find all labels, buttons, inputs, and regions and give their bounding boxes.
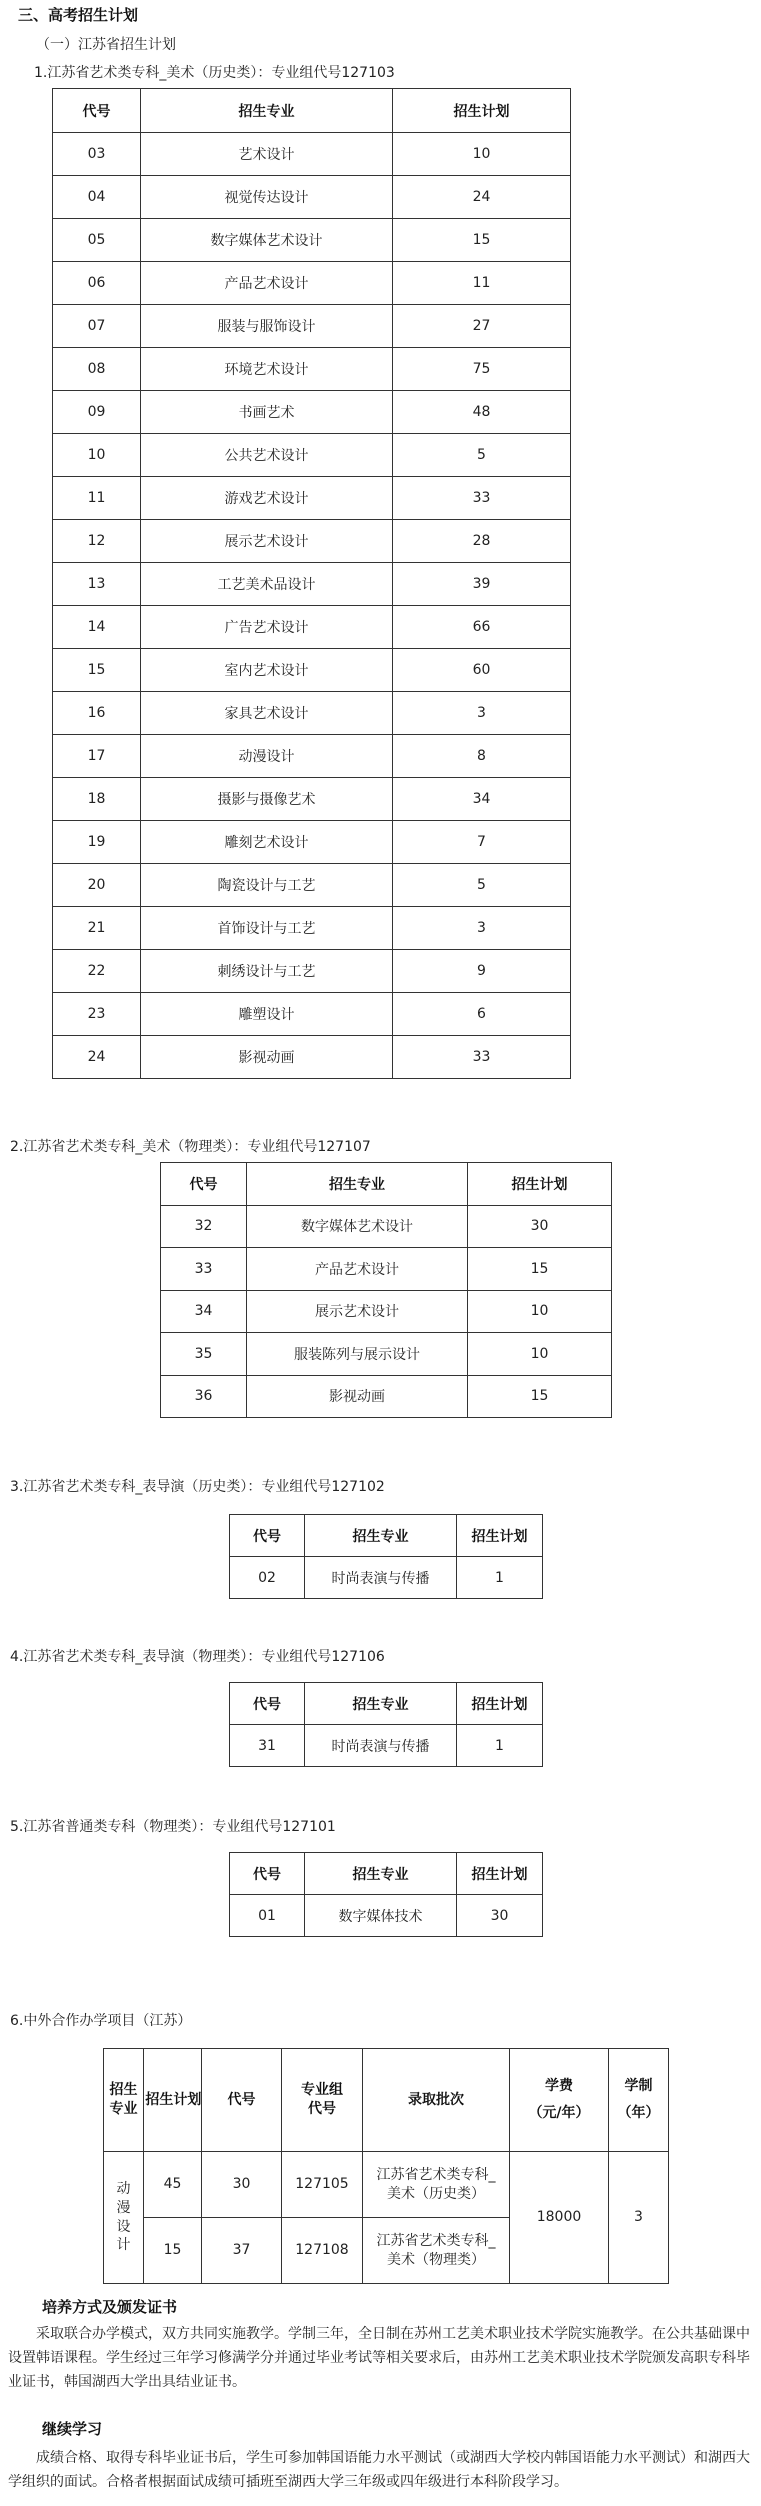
table-row xyxy=(161,1290,612,1333)
cell-code: 23 xyxy=(53,993,141,1036)
cell-major: 数字媒体艺术设计 xyxy=(247,1205,468,1248)
table-row xyxy=(104,2152,669,2218)
cell-major: 刺绣设计与工艺 xyxy=(141,950,393,993)
cell-plan: 7 xyxy=(393,821,571,864)
cell-major: 展示艺术设计 xyxy=(247,1290,468,1333)
cell-major: 时尚表演与传播 xyxy=(305,1725,457,1767)
header-plan: 招生计划 xyxy=(468,1163,612,1206)
cell-plan: 34 xyxy=(393,778,571,821)
header-major: 招生专业 xyxy=(104,2049,144,2152)
cell-code: 02 xyxy=(230,1557,305,1599)
table-row xyxy=(53,778,571,821)
group6-table xyxy=(103,2048,669,2284)
cell-batch: 江苏省艺术类专科_ 美术（物理类） xyxy=(363,2218,510,2284)
cell-code: 14 xyxy=(53,606,141,649)
cell-code: 12 xyxy=(53,520,141,563)
cell-code: 08 xyxy=(53,348,141,391)
header-group-code: 专业组代号 xyxy=(282,2049,363,2152)
cell-major: 影视动画 xyxy=(247,1375,468,1418)
table-header-row xyxy=(230,1683,543,1725)
table-header-row xyxy=(230,1853,543,1895)
table-row xyxy=(161,1333,612,1376)
header-code: 代号 xyxy=(230,1853,305,1895)
header-years-line1: 学制 xyxy=(624,2078,653,2095)
cell-plan: 11 xyxy=(393,262,571,305)
cell-plan: 5 xyxy=(393,864,571,907)
group5-caption: 5.江苏省普通类专科（物理类）：专业组代号127101 xyxy=(10,1819,336,1835)
header-years-line2: （年） xyxy=(617,2105,660,2121)
cell-plan: 3 xyxy=(393,907,571,950)
cell-batch: 江苏省艺术类专科_ 美术（历史类） xyxy=(363,2152,510,2218)
cell-group-code: 127105 xyxy=(282,2152,363,2218)
cell-major: 服装与服饰设计 xyxy=(141,305,393,348)
table-row xyxy=(53,907,571,950)
header-plan: 招生计划 xyxy=(457,1853,543,1895)
table-row xyxy=(230,1725,543,1767)
cell-major: 游戏艺术设计 xyxy=(141,477,393,520)
cell-code: 18 xyxy=(53,778,141,821)
cell-code: 31 xyxy=(230,1725,305,1767)
further-title: 继续学习 xyxy=(42,2420,103,2438)
table-row xyxy=(53,864,571,907)
cell-code: 06 xyxy=(53,262,141,305)
cell-code: 15 xyxy=(53,649,141,692)
cell-plan: 27 xyxy=(393,305,571,348)
header-plan: 招生计划 xyxy=(457,1515,543,1557)
cell-code: 36 xyxy=(161,1375,247,1418)
cell-plan: 10 xyxy=(393,133,571,176)
cell-fee: 18000 xyxy=(510,2152,609,2284)
table-row xyxy=(53,176,571,219)
group5-table xyxy=(229,1852,543,1937)
table-row xyxy=(53,606,571,649)
header-code: 代号 xyxy=(161,1163,247,1206)
cell-plan: 15 xyxy=(468,1248,612,1291)
table-row xyxy=(53,821,571,864)
cell-plan: 28 xyxy=(393,520,571,563)
cell-plan: 60 xyxy=(393,649,571,692)
table-row xyxy=(53,1036,571,1079)
group2-caption: 2.江苏省艺术类专科_美术（物理类）：专业组代号127107 xyxy=(10,1139,371,1155)
table-row xyxy=(53,434,571,477)
cell-code: 30 xyxy=(202,2152,282,2218)
header-code: 代号 xyxy=(53,89,141,133)
cell-plan: 24 xyxy=(393,176,571,219)
cell-plan: 30 xyxy=(457,1895,543,1937)
header-major: 招生专业 xyxy=(247,1163,468,1206)
cell-plan: 66 xyxy=(393,606,571,649)
cell-major: 动漫设计 xyxy=(141,735,393,778)
cell-code: 07 xyxy=(53,305,141,348)
group3-table xyxy=(229,1514,543,1599)
cell-major: 时尚表演与传播 xyxy=(305,1557,457,1599)
group1-table xyxy=(52,88,571,1079)
cell-major: 艺术设计 xyxy=(141,133,393,176)
cell-major: 首饰设计与工艺 xyxy=(141,907,393,950)
subsection-heading: （一）江苏省招生计划 xyxy=(36,37,176,53)
table-row xyxy=(53,133,571,176)
table-row xyxy=(53,563,571,606)
table-row xyxy=(230,1895,543,1937)
cell-major: 数字媒体艺术设计 xyxy=(141,219,393,262)
header-fee xyxy=(510,2049,609,2152)
cell-plan: 10 xyxy=(468,1333,612,1376)
table-row xyxy=(53,950,571,993)
table-row xyxy=(53,262,571,305)
cell-plan: 75 xyxy=(393,348,571,391)
cell-code: 03 xyxy=(53,133,141,176)
header-fee-line1: 学费 xyxy=(545,2078,573,2095)
group4-caption: 4.江苏省艺术类专科_表导演（物理类）：专业组代号127106 xyxy=(10,1649,385,1665)
cell-code: 16 xyxy=(53,692,141,735)
header-plan: 招生计划 xyxy=(457,1683,543,1725)
cell-major: 视觉传达设计 xyxy=(141,176,393,219)
group4-table xyxy=(229,1682,543,1767)
training-title: 培养方式及颁发证书 xyxy=(42,2298,178,2316)
cell-plan: 8 xyxy=(393,735,571,778)
cell-plan: 33 xyxy=(393,477,571,520)
cell-plan: 10 xyxy=(468,1290,612,1333)
cell-plan: 1 xyxy=(457,1557,543,1599)
cell-plan: 15 xyxy=(468,1375,612,1418)
table-row xyxy=(53,477,571,520)
cell-code: 17 xyxy=(53,735,141,778)
cell-plan: 30 xyxy=(468,1205,612,1248)
cell-major: 书画艺术 xyxy=(141,391,393,434)
table-row xyxy=(53,993,571,1036)
cell-code: 11 xyxy=(53,477,141,520)
cell-code: 19 xyxy=(53,821,141,864)
header-years xyxy=(609,2049,669,2152)
cell-years: 3 xyxy=(609,2152,669,2284)
cell-code: 21 xyxy=(53,907,141,950)
table-row xyxy=(161,1248,612,1291)
cell-plan: 39 xyxy=(393,563,571,606)
header-major: 招生专业 xyxy=(305,1515,457,1557)
header-code: 代号 xyxy=(202,2049,282,2152)
cell-plan: 9 xyxy=(393,950,571,993)
cell-major: 雕塑设计 xyxy=(141,993,393,1036)
cell-code: 09 xyxy=(53,391,141,434)
cell-plan: 5 xyxy=(393,434,571,477)
cell-plan: 3 xyxy=(393,692,571,735)
table-row xyxy=(53,520,571,563)
cell-major: 数字媒体技术 xyxy=(305,1895,457,1937)
table-row xyxy=(161,1375,612,1418)
cell-plan: 48 xyxy=(393,391,571,434)
cell-major: 展示艺术设计 xyxy=(141,520,393,563)
table-row xyxy=(53,649,571,692)
table-row xyxy=(53,305,571,348)
table-header-row xyxy=(104,2049,669,2152)
section-heading: 三、高考招生计划 xyxy=(18,6,139,24)
header-plan: 招生计划 xyxy=(393,89,571,133)
cell-major: 影视动画 xyxy=(141,1036,393,1079)
cell-code: 05 xyxy=(53,219,141,262)
cell-major: 摄影与摄像艺术 xyxy=(141,778,393,821)
header-fee-line2: （元/年） xyxy=(528,2105,590,2121)
cell-plan: 33 xyxy=(393,1036,571,1079)
cell-code: 24 xyxy=(53,1036,141,1079)
cell-major: 陶瓷设计与工艺 xyxy=(141,864,393,907)
table-row xyxy=(53,391,571,434)
cell-code: 32 xyxy=(161,1205,247,1248)
table-header-row xyxy=(161,1163,612,1206)
group1-caption: 1.江苏省艺术类专科_美术（历史类）：专业组代号127103 xyxy=(34,65,395,81)
header-code: 代号 xyxy=(230,1515,305,1557)
cell-plan: 15 xyxy=(393,219,571,262)
cell-major: 服装陈列与展示设计 xyxy=(247,1333,468,1376)
header-major: 招生专业 xyxy=(305,1683,457,1725)
cell-code: 10 xyxy=(53,434,141,477)
cell-code: 04 xyxy=(53,176,141,219)
cell-code: 01 xyxy=(230,1895,305,1937)
table-row xyxy=(53,348,571,391)
cell-major: 雕刻艺术设计 xyxy=(141,821,393,864)
cell-major: 环境艺术设计 xyxy=(141,348,393,391)
header-batch: 录取批次 xyxy=(363,2049,510,2152)
cell-major: 工艺美术品设计 xyxy=(141,563,393,606)
cell-plan: 45 xyxy=(144,2152,202,2218)
cell-code: 37 xyxy=(202,2218,282,2284)
cell-code: 34 xyxy=(161,1290,247,1333)
cell-major: 产品艺术设计 xyxy=(247,1248,468,1291)
table-row xyxy=(53,219,571,262)
group3-caption: 3.江苏省艺术类专科_表导演（历史类）：专业组代号127102 xyxy=(10,1479,385,1495)
table-header-row xyxy=(53,89,571,133)
cell-major: 公共艺术设计 xyxy=(141,434,393,477)
header-plan: 招生计划 xyxy=(144,2049,202,2152)
cell-code: 33 xyxy=(161,1248,247,1291)
further-text: 成绩合格、取得专科毕业证书后，学生可参加韩国语能力水平测试（或湖西大学校内韩国语能力水平测试）和湖西大学组织的面试。合格者根据面试成绩可插班至湖西大学三年级或四年级进行本科阶段学习。 xyxy=(8,2450,750,2490)
header-major: 招生专业 xyxy=(141,89,393,133)
cell-code: 35 xyxy=(161,1333,247,1376)
header-major: 招生专业 xyxy=(305,1853,457,1895)
table-row xyxy=(53,735,571,778)
cell-code: 13 xyxy=(53,563,141,606)
training-text: 采取联合办学模式，双方共同实施教学。学制三年，全日制在苏州工艺美术职业技术学院实施教学。在公共基础课中设置韩语课程。学生经过三年学习修满学分并通过毕业考试等相关要求后，由苏州工艺美术职业技术学院颁发高职专科毕业证书，韩国湖西大学出具结业证书。 xyxy=(8,2326,750,2390)
cell-major: 产品艺术设计 xyxy=(141,262,393,305)
cell-plan: 15 xyxy=(144,2218,202,2284)
cell-code: 22 xyxy=(53,950,141,993)
table-row xyxy=(53,692,571,735)
cell-code: 20 xyxy=(53,864,141,907)
cell-major: 室内艺术设计 xyxy=(141,649,393,692)
table-row xyxy=(161,1205,612,1248)
group6-caption: 6.中外合作办学项目（江苏） xyxy=(10,2013,192,2029)
cell-major: 家具艺术设计 xyxy=(141,692,393,735)
table-header-row xyxy=(230,1515,543,1557)
cell-plan: 1 xyxy=(457,1725,543,1767)
cell-group-code: 127108 xyxy=(282,2218,363,2284)
table-row xyxy=(230,1557,543,1599)
group2-table xyxy=(160,1162,612,1418)
cell-major: 动漫设计 xyxy=(104,2152,144,2284)
cell-plan: 6 xyxy=(393,993,571,1036)
cell-major: 广告艺术设计 xyxy=(141,606,393,649)
header-code: 代号 xyxy=(230,1683,305,1725)
